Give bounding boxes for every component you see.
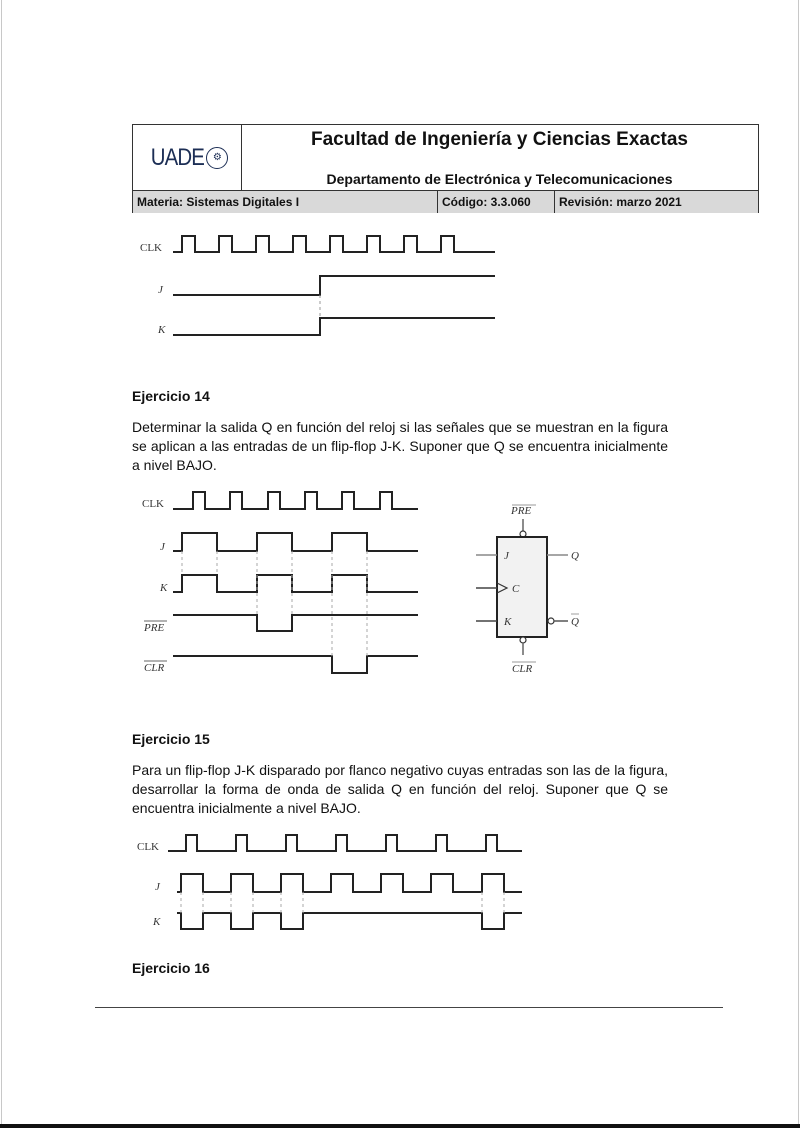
input-k-label: K	[504, 616, 512, 628]
faculty-title: Facultad de Ingeniería y Ciencias Exactas	[311, 129, 688, 150]
label-pre: PRE	[144, 622, 165, 634]
label-k: K	[158, 324, 166, 336]
materia-cell: Materia: Sistemas Digitales I	[133, 191, 438, 213]
input-c-label: C	[512, 583, 520, 595]
jk-flipflop-symbol	[460, 495, 600, 680]
clk-waveform	[173, 236, 495, 252]
revision-cell: Revisión: marzo 2021	[559, 195, 682, 209]
timing-diagram-ej15	[130, 825, 530, 935]
guide-lines	[182, 551, 367, 656]
output-q-label: Q	[571, 550, 579, 562]
label-clk: CLK	[140, 242, 162, 254]
codigo-cell: Código: 3.3.060	[438, 191, 555, 213]
j-waveform	[177, 874, 522, 892]
timing-diagram-ej14	[130, 485, 430, 685]
k-waveform	[173, 318, 495, 335]
document-header	[132, 124, 759, 213]
label-j: J	[160, 541, 165, 553]
label-clr: CLR	[144, 662, 165, 674]
timing-diagram-1	[130, 225, 510, 345]
k-waveform	[177, 913, 522, 929]
clr-label: CLR	[512, 663, 533, 675]
footer-divider	[95, 1007, 723, 1008]
k-waveform	[173, 575, 418, 592]
uade-logo: UADE	[150, 143, 204, 171]
pre-waveform	[173, 615, 418, 631]
pre-label: PRE	[511, 505, 532, 517]
output-qbar-label: Q	[571, 616, 579, 628]
university-seal-icon: ⚙	[206, 147, 228, 169]
input-j-label: J	[504, 550, 509, 562]
clr-bubble	[520, 637, 526, 643]
header-info-row	[133, 190, 758, 213]
j-waveform	[173, 276, 495, 295]
label-j: J	[155, 881, 160, 893]
label-clk: CLK	[137, 841, 159, 853]
ejercicio-14-title: Ejercicio 14	[132, 388, 210, 404]
label-k: K	[160, 582, 168, 594]
ejercicio-16-title: Ejercicio 16	[132, 960, 210, 976]
label-k: K	[153, 916, 161, 928]
ejercicio-15-text: Para un flip-flop J-K disparado por flanco negativo cuyas entradas son las de la figura, desarrollar la forma de onda de salida Q en función del reloj. Suponer que Q se encuentra inicialmente a nivel BAJO.	[132, 762, 668, 816]
clr-waveform	[173, 656, 418, 673]
logo-cell	[133, 125, 242, 190]
ejercicio-15-title: Ejercicio 15	[132, 731, 210, 747]
j-waveform	[173, 533, 418, 551]
department-subtitle: Departamento de Electrónica y Telecomunicaciones	[326, 171, 673, 187]
clk-waveform	[173, 492, 418, 509]
label-j: J	[158, 284, 163, 296]
label-clk: CLK	[142, 498, 164, 510]
guide-lines	[181, 892, 504, 913]
clk-waveform	[168, 835, 522, 851]
ejercicio-14-text: Determinar la salida Q en función del reloj si las señales que se muestran en la figura se aplican a las entradas de un flip-flop J-K. Suponer que Q se encuentra inicialmente a nivel BAJO.	[132, 419, 668, 473]
qbar-bubble	[548, 618, 554, 624]
page-bottom-edge	[0, 1124, 800, 1128]
